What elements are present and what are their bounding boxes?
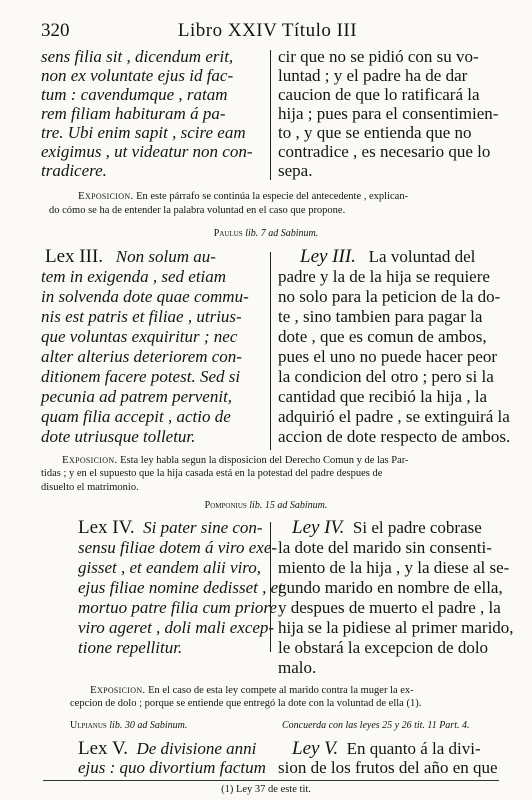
spanish-line: cantidad que recibió la hija , la <box>278 387 488 406</box>
spanish-line: miento de la hija , y la diese al se- <box>278 558 510 577</box>
spanish-line: pues el uno no puede hacer peor <box>278 347 498 366</box>
latin-line: tem in exigenda , sed etiam <box>41 267 227 286</box>
latin-line: tradicere. <box>41 161 107 180</box>
spanish-line: te , sino tambien para pagar la <box>278 307 483 326</box>
ley-label: Ley III. <box>300 246 356 267</box>
spanish-line: la condicion del otro ; pero si la <box>278 367 494 386</box>
latin-line: mortuo patre filia cum priore <box>78 598 277 617</box>
latin-line: tum : cavendumque , ratam <box>41 85 228 104</box>
latin-line: viro ageret , doli mali excep- <box>78 618 275 637</box>
latin-line: exigimus , ut videatur non con- <box>41 142 253 161</box>
spanish-line: sepa. <box>278 161 313 180</box>
spanish-line: y despues de muerto el padre , la <box>278 598 501 617</box>
column-rule <box>270 252 271 450</box>
spanish-line: to , y que se entienda que no <box>278 123 472 142</box>
exposicion-line: cepcion de dolo ; porque se entiende que entregó la dote con la voluntad de ella (1). <box>70 698 422 709</box>
column-rule <box>270 522 271 652</box>
latin-line: que voluntas exquiritur ; nec <box>41 327 238 346</box>
concordance-note: Concuerda con las leyes 25 y 26 tit. 11 Part. 4. <box>282 720 470 731</box>
lex-label: Lex IV. <box>78 517 135 538</box>
spanish-line: caucion de que lo ratificará la <box>278 85 480 104</box>
exposicion-line: do cómo se ha de entender la palabra voluntad en el caso que propone. <box>49 205 346 216</box>
spanish-line: cir que no se pidió con su vo- <box>278 47 479 66</box>
spanish-line: le obstará la excepcion de dolo <box>278 638 489 657</box>
latin-line: Lex IV. Si pater sine con- <box>78 517 263 538</box>
spanish-line: hija se la pidiese al primer marido, <box>278 618 514 637</box>
spanish-line: accion de dote respecto de ambos. <box>278 427 511 446</box>
latin-line: quam filia accepit , actio de <box>41 407 231 426</box>
ley-label: Ley IV. <box>292 517 345 538</box>
spanish-line: gundo marido en nombre de ella, <box>278 578 503 597</box>
latin-line: pecunia ad patrem pervenit, <box>41 387 233 406</box>
footnote-rule <box>43 780 499 781</box>
exposicion-line: Exposicion. En este párrafo se continúa la especie del antecedente , explican- <box>78 190 409 202</box>
spanish-line: Ley III. La voluntad del <box>300 246 476 267</box>
spanish-line: hija ; pues para el consentimien- <box>278 104 499 123</box>
latin-line: non ex voluntate ejus id fac- <box>41 66 234 85</box>
latin-line: rem filiam habituram á pa- <box>41 104 226 123</box>
exposicion-label: Exposicion. <box>62 454 118 466</box>
ley-label: Ley V. <box>292 738 339 759</box>
spanish-line: Ley V. En quanto á la divi- <box>292 738 481 759</box>
spanish-line: la dote del marido sin consenti- <box>278 538 492 557</box>
spanish-line: malo. <box>278 658 317 677</box>
latin-line: nis est patris et filiae , utrius- <box>41 307 242 326</box>
latin-line: tione repellitur. <box>78 638 183 657</box>
source-citation: Paulus lib. 7 ad Sabinum. <box>213 228 319 239</box>
latin-line: in solvenda dote quae commu- <box>41 287 249 306</box>
latin-line: dote utriusque tolletur. <box>41 427 196 446</box>
spanish-line: padre y la de la hija se requiere <box>278 267 490 286</box>
exposicion-line: Exposicion. En el caso de esta ley compete al marido contra la muger la ex- <box>90 684 414 696</box>
exposicion-label: Exposicion. <box>90 684 146 696</box>
lex-label: Lex III. <box>45 246 104 267</box>
latin-line: Lex V. De divisione anni <box>78 738 257 759</box>
latin-line: sens filia sit , dicendum erit, <box>41 47 234 66</box>
spanish-line: sion de los frutos del año en que <box>278 758 498 777</box>
latin-line: sensu filiae dotem á viro exe- <box>78 538 278 557</box>
latin-line: ditionem facere potest. Sed si <box>41 367 241 386</box>
spanish-line: adquirió el padre , se extinguirá la <box>278 407 510 426</box>
exposicion-line: Exposicion. Esta ley habla segun la disposicion del Derecho Comun y de las Par- <box>62 454 409 466</box>
spanish-line: Ley IV. Si el padre cobrase <box>292 517 482 538</box>
spanish-line: contradice , es necesario que lo <box>278 142 491 161</box>
spanish-line: no solo para la peticion de la do- <box>278 287 501 306</box>
page-header <box>41 20 494 46</box>
page-number: 320 <box>41 20 70 41</box>
column-rule <box>270 50 271 180</box>
source-citation: Ulpianus lib. 30 ad Sabinum. <box>70 720 188 731</box>
source-citation: Pomponius lib. 15 ad Sabinum. <box>204 500 328 511</box>
running-title: Libro XXIV Título III <box>177 20 358 41</box>
latin-line: ejus : quo divortium factum <box>78 758 266 777</box>
lex-label: Lex V. <box>78 738 128 759</box>
latin-line: alter alterius deteriorem con- <box>41 347 242 366</box>
latin-line: Lex III. Non solum au- <box>45 246 216 267</box>
exposicion-line: disuelto el matrimonio. <box>41 482 139 493</box>
spanish-line: luntad ; y el padre ha de dar <box>278 66 468 85</box>
exposicion-line: tidas ; y en el supuesto que la hija casada está en la potestad del padre despues de <box>41 468 383 479</box>
spanish-line: dote , que es comun de ambos, <box>278 327 487 346</box>
latin-line: tre. Ubi enim sapit , scire eam <box>41 123 246 142</box>
latin-line: ejus filiae nomine dedisset , et <box>78 578 283 597</box>
exposicion-label: Exposicion. <box>78 190 134 202</box>
footnote: (1) Ley 37 de este tit. <box>221 784 311 795</box>
latin-line: gisset , et eandem alii viro, <box>78 558 262 577</box>
